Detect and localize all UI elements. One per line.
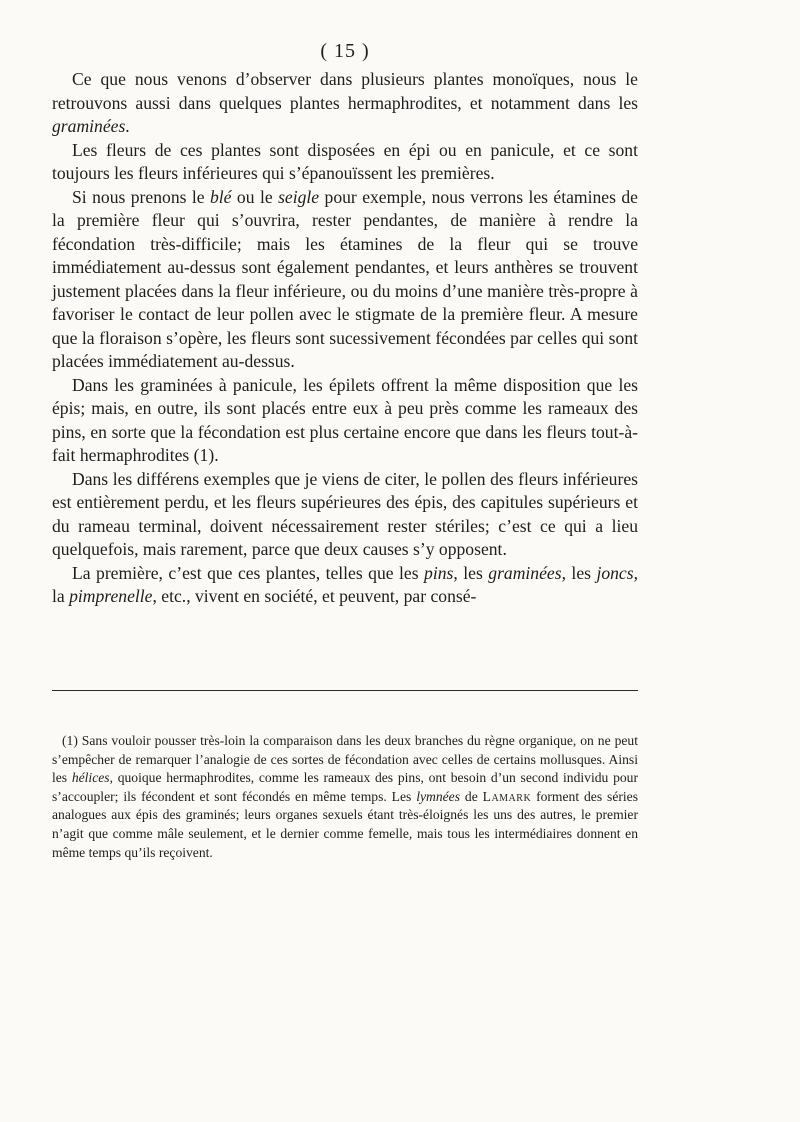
text-run: , etc., vivent en société, et peuvent, par consé- <box>152 586 477 606</box>
text-run: Dans les graminées à panicule, les épilets offrent la même disposition que les épis; mais, en outre, ils sont placés entre eux à peu près comme les rameaux des pins, en sorte que la fécondation est plus certaine encore que dans les fleurs tout-à-fait hermaphrodites (1). <box>52 374 638 465</box>
text-run: Les fleurs de ces plantes sont disposées en épi ou en panicule, et ce sont toujours les fleurs inférieures qui s’épanouïssent les premières. <box>52 139 638 183</box>
italic-term: pins <box>424 562 454 583</box>
paragraph <box>52 374 638 468</box>
text-run: , quoique hermaphrodites, comme les rameaux des pins, ont besoin d’un second individu pour s’accoupler; ils fécondent et sont fécondés en même temps. Les <box>52 770 638 804</box>
text-run: , les <box>453 562 489 583</box>
text-run: La première, c’est que ces plantes, telles que les <box>72 562 425 583</box>
footnote-text <box>52 732 638 862</box>
paragraph <box>52 186 638 374</box>
text-run: Dans les différens exemples que je viens de citer, le pollen des fleurs inférieures est entièrement perdu, et les fleurs supérieures des épis, des capitules supérieurs et du rameau terminal, doivent nécessairement rester stériles; c’est ce qui a lieu quelquefois, mais rarement, parce que deux causes s’y opposent. <box>52 468 638 559</box>
italic-term: joncs <box>596 562 634 583</box>
text-run: pour exemple, nous verrons les étamines de la première fleur qui s’ouvrira, rester pendantes, de manière à rendre la fécondation très-difficile; mais les étamines de la fleur qui se trouve immédiatement au-dessus sont également pendantes, et leurs anthères se trouvent justement placées dans la fleur inférieure, ou du moins d’une manière très-propre à favoriser le contact de leur pollen avec le stigmate de la première fleur. A mesure que la floraison s’opère, les fleurs sont sucessivement fécondées par celles qui sont placées immédiatement au-dessus. <box>52 186 638 371</box>
footnote <box>52 732 638 862</box>
text-run: , les <box>561 562 597 583</box>
footnote-separator <box>52 690 638 691</box>
text-run: (1) Sans vouloir pousser très-loin la comparaison dans les deux branches du règne organique, on ne peut s’empêcher de remarquer l’analogie de ces sortes de fécondation avec celles de certains mollusques. Ainsi les <box>52 733 638 786</box>
text-run: ou le <box>231 186 279 207</box>
paragraph <box>52 468 638 562</box>
text-run: forment des séries analogues aux épis des graminés; leurs organes sexuels étant très-éloignés les uns des autres, le premier n’agit que comme mâle seulement, et le dernier comme femelle, mais tous les intermédiaires donnent en même temps qu’ils reçoivent. <box>52 788 638 860</box>
paragraph <box>52 139 638 186</box>
text-run: . <box>125 116 130 136</box>
italic-term: lymnées <box>416 788 460 804</box>
paragraph <box>52 68 638 139</box>
text-run: Si nous prenons le <box>72 186 210 207</box>
italic-term: seigle <box>278 186 320 207</box>
paragraph <box>52 562 638 609</box>
text-run: de <box>460 788 483 804</box>
book-page <box>52 36 638 1096</box>
main-text <box>52 68 638 609</box>
page-number: ( 15 ) <box>320 40 370 62</box>
italic-term: hélices <box>71 770 110 786</box>
text-run: , la <box>52 562 638 606</box>
text-run: Ce que nous venons d’observer dans plusieurs plantes monoïques, nous le retrouvons aussi dans quelques plantes hermaphrodites, et notamment dans les <box>52 69 638 113</box>
italic-term: blé <box>210 186 232 207</box>
italic-term: pimprenelle <box>69 586 153 606</box>
italic-term: graminées <box>52 116 126 136</box>
author-name: Lamark <box>482 788 532 804</box>
italic-term: graminées <box>488 562 562 583</box>
